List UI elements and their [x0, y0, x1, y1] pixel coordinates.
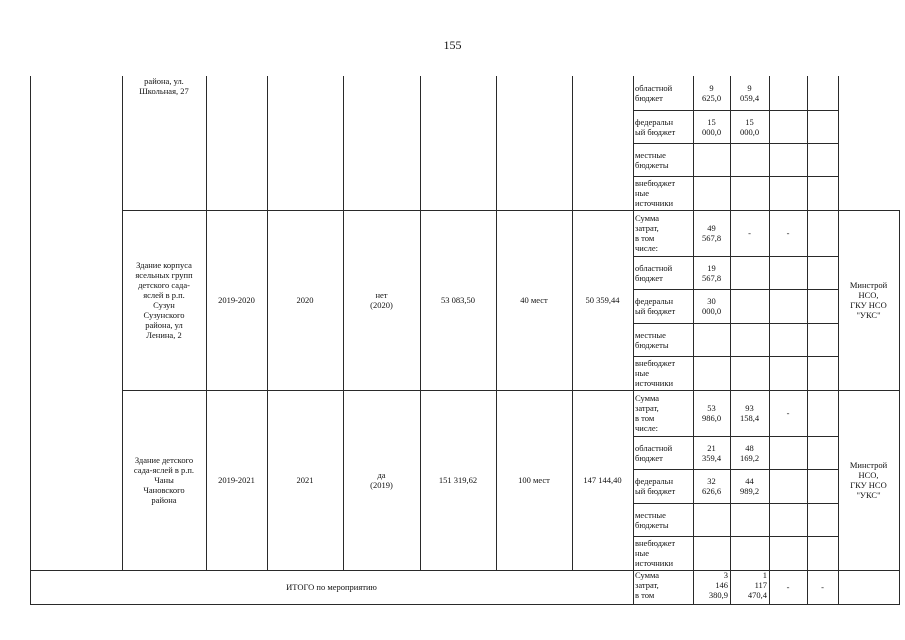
- funding-source-label: федеральн ый бюджет: [635, 296, 676, 316]
- executor-cell: Минстрой НСО, ГКУ НСО "УКС": [849, 280, 888, 320]
- funding-source-label: федеральн ый бюджет: [635, 476, 676, 496]
- executor-cell: Минстрой НСО, ГКУ НСО "УКС": [849, 460, 888, 500]
- total-year2: 1 117 470,4: [747, 570, 767, 600]
- amount-cell-year2: 48 169,2: [739, 442, 760, 463]
- object-name-cell: района, ул. Школьная, 27: [139, 76, 189, 96]
- design-docs-cell: да (2019): [370, 470, 393, 490]
- funding-source-label: внебюджет ные источники: [635, 178, 676, 208]
- years-cell: 2019-2021: [218, 475, 255, 485]
- design-docs-cell: нет (2020): [370, 290, 393, 310]
- amount-cell-year2: 15 000,0: [739, 116, 760, 137]
- amount-cell-year2: 9 059,4: [739, 83, 760, 103]
- capacity-cell: 40 мест: [520, 295, 548, 305]
- funding-source-label: местные бюджеты: [635, 329, 669, 350]
- table-rule-v: [572, 76, 573, 570]
- total-year4: -: [821, 582, 824, 592]
- total-year1: 3 146 380,9: [708, 570, 728, 600]
- amount-cell-year3: -: [786, 408, 790, 418]
- amount-cell-year1: 53 986,0: [701, 403, 722, 423]
- funding-source-label: внебюджет ные источники: [635, 358, 676, 388]
- table-rule-v: [899, 210, 900, 604]
- table-rule-v: [838, 76, 839, 604]
- amount-cell-year3: -: [786, 228, 790, 238]
- table-rule-v: [769, 76, 770, 604]
- amount-cell-year2: 93 158,4: [739, 403, 760, 423]
- table-rule-v: [30, 76, 31, 604]
- total-year3: -: [786, 582, 790, 592]
- amount-cell-year1: 21 359,4: [701, 442, 722, 463]
- remaining-cost-cell: 147 144,40: [583, 475, 622, 485]
- total-funding-label: Сумма затрат, в том: [635, 570, 660, 600]
- amount-cell-year1: 9 625,0: [701, 83, 722, 103]
- estimated-cost-cell: 151 319,62: [438, 475, 478, 485]
- table-rule-v: [633, 76, 634, 604]
- remaining-cost-cell: 50 359,44: [585, 295, 620, 305]
- funding-source-label: местные бюджеты: [635, 149, 669, 170]
- table-rule-v: [807, 76, 808, 604]
- table-rule-v: [693, 76, 694, 604]
- funding-source-label: федеральн ый бюджет: [635, 116, 676, 137]
- table-rule-v: [206, 76, 207, 570]
- object-name-cell: Здание детского сада-яслей в р.п. Чаны Чановского района: [133, 455, 195, 505]
- amount-cell-year1: 15 000,0: [701, 116, 722, 137]
- years-cell: 2019-2020: [218, 295, 255, 305]
- amount-cell-year1: 30 000,0: [701, 296, 722, 316]
- table-rule-v: [420, 76, 421, 570]
- page-number: 155: [443, 38, 462, 52]
- object-name-cell: Здание корпуса ясельных групп детского сада- яслей в р.п. Сузун Сузунского района, ул Ленина, 2: [135, 260, 193, 340]
- table-rule-v: [267, 76, 268, 570]
- estimated-cost-cell: 53 083,50: [441, 295, 475, 305]
- capacity-cell: 100 мест: [518, 475, 550, 485]
- amount-cell-year1: 32 626,6: [701, 476, 722, 496]
- amount-cell-year1: 49 567,8: [701, 223, 722, 243]
- funding-source-label: Сумма затрат, в том числе:: [635, 393, 660, 433]
- amount-cell-year2: -: [748, 228, 751, 238]
- finish-year-cell: 2021: [296, 475, 314, 485]
- funding-source-label: областной бюджет: [635, 442, 673, 463]
- table-rule-v: [122, 76, 123, 570]
- table-rule-v: [496, 76, 497, 570]
- funding-source-label: Сумма затрат, в том числе:: [635, 213, 660, 253]
- amount-cell-year2: 44 989,2: [739, 476, 760, 496]
- funding-source-label: областной бюджет: [635, 262, 673, 283]
- funding-source-label: областной бюджет: [635, 83, 673, 103]
- amount-cell-year1: 19 567,8: [701, 262, 722, 283]
- finish-year-cell: 2020: [296, 295, 314, 305]
- table-rule-v: [343, 76, 344, 570]
- funding-source-label: внебюджет ные источники: [635, 538, 676, 568]
- table-rule-h: [30, 604, 900, 605]
- table-rule-v: [730, 76, 731, 604]
- total-label: ИТОГО по мероприятию: [286, 582, 377, 592]
- funding-source-label: местные бюджеты: [635, 509, 669, 530]
